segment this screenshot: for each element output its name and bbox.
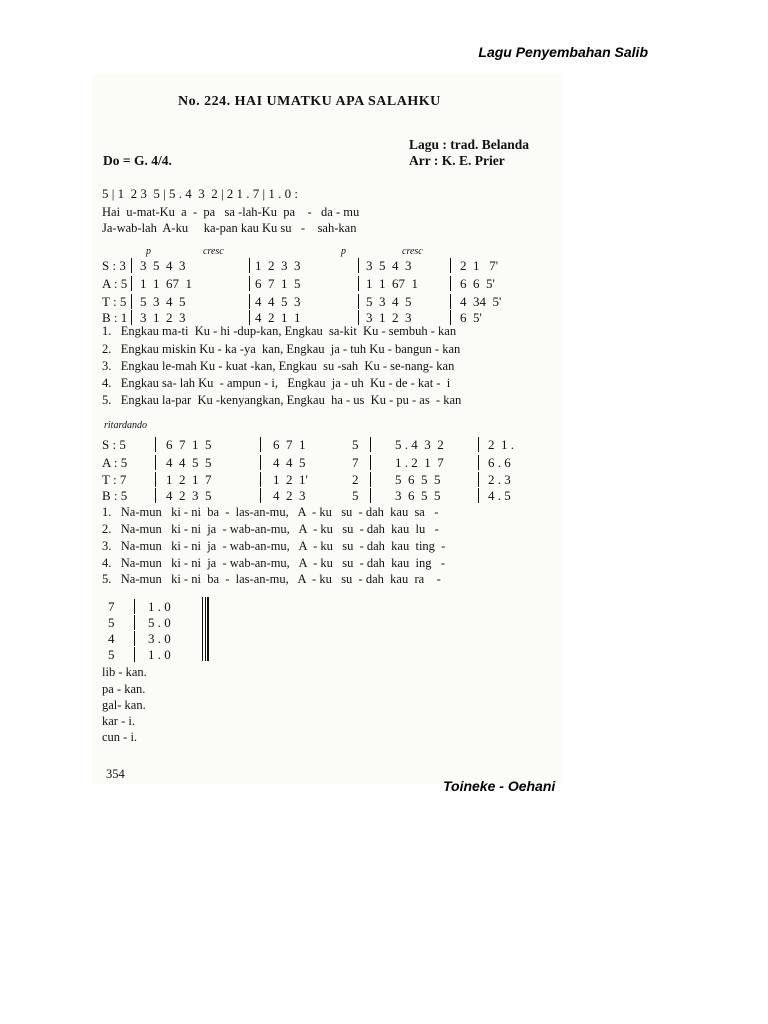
- barline: [450, 276, 451, 291]
- measure-notes: 3 6 5 5: [395, 488, 441, 503]
- barline: [358, 310, 359, 325]
- measure-notes: 3 5 4 3: [140, 258, 186, 273]
- measure-notes: 5: [352, 488, 359, 503]
- measure-notes: 3 1 2 3: [366, 310, 412, 325]
- measure-notes: 4 . 5: [488, 488, 511, 503]
- hymn-title: No. 224. HAI UMATKU APA SALAHKU: [178, 94, 441, 109]
- intro-notes-text: 5 | 1 2 3 5 | 5 . 4 3 2 | 2 1 . 7 | 1 . 0 :: [102, 186, 299, 201]
- measure-notes: 4 4 5 3: [255, 294, 301, 309]
- measure-notes: 4 2 3 5: [166, 488, 212, 503]
- barline: [134, 615, 135, 630]
- verse-line: 4. Na-mun ki - ni ja - wab-an-mu, A - ku su - dah kau ing -: [102, 556, 445, 570]
- verse-line: 3. Na-mun ki - ni ja - wab-an-mu, A - ku su - dah kau ting -: [102, 539, 446, 553]
- measure-notes: 7: [352, 455, 359, 470]
- barline: [249, 310, 250, 325]
- barline: [370, 455, 371, 470]
- verse-line: 5. Na-mun ki - ni ba - las-an-mu, A - ku su - dah kau ra -: [102, 572, 441, 586]
- measure-notes: 5: [352, 437, 359, 452]
- verse-line: 3. Engkau le-mah Ku - kuat -kan, Engkau su -sah Ku - se-nang- kan: [102, 359, 455, 373]
- verse-line: 2. Engkau miskin Ku - ka -ya kan, Engkau ja - tuh Ku - bangun - kan: [102, 342, 461, 356]
- measure-notes: 2 1 7': [460, 258, 499, 273]
- voice-row: [102, 276, 552, 293]
- hymn-scan: [92, 74, 562, 784]
- barline: [358, 258, 359, 273]
- barline: [155, 488, 156, 503]
- barline: [131, 258, 132, 273]
- measure-notes: 2 1 .: [488, 437, 514, 452]
- intro-lyric-1: Hai u-mat-Ku a - pa sa -lah-Ku pa - da - mu: [102, 205, 360, 219]
- dynamic-marking: cresc: [203, 246, 224, 257]
- barline: [131, 310, 132, 325]
- ending-notes: 1 . 0: [148, 647, 171, 662]
- barline: [478, 472, 479, 487]
- measure-notes: 5 3 4 5: [366, 294, 412, 309]
- verse-line: 1. Na-mun ki - ni ba - las-an-mu, A - ku su - dah kau sa -: [102, 505, 439, 519]
- measure-notes: 5 6 5 5: [395, 472, 441, 487]
- voice-row: [102, 455, 552, 472]
- barline: [370, 437, 371, 452]
- measure-notes: 3 5 4 3: [366, 258, 412, 273]
- ending-pickup-note: 5: [108, 647, 115, 662]
- voice-label: T : 5: [102, 294, 127, 309]
- verse-line: 5. Engkau la-par Ku -kenyangkan, Engkau ha - us Ku - pu - as - kan: [102, 393, 462, 407]
- barline: [260, 488, 261, 503]
- ending-pickup-note: 5: [108, 615, 115, 630]
- measure-notes: 6 7 1 5: [166, 437, 212, 452]
- ending-pickup-note: 7: [108, 599, 115, 614]
- barline: [370, 488, 371, 503]
- voice-row: [102, 294, 552, 311]
- barline: [249, 294, 250, 309]
- final-barline: [202, 597, 203, 661]
- measure-notes: 6 . 6: [488, 455, 511, 470]
- measure-notes: 2 . 3: [488, 472, 511, 487]
- measure-notes: 6 7 1 5: [255, 276, 301, 291]
- voice-row: [102, 488, 552, 505]
- barline: [358, 276, 359, 291]
- hymn-key: Do = G. 4/4.: [103, 153, 172, 168]
- ending-voice-row: [108, 647, 208, 664]
- ending-pickup-note: 4: [108, 631, 115, 646]
- measure-notes: 4 4 5: [273, 455, 306, 470]
- barline: [260, 437, 261, 452]
- measure-notes: 1 2 1 7: [166, 472, 212, 487]
- voice-label: S : 5: [102, 437, 126, 452]
- measure-notes: 6 7 1: [273, 437, 306, 452]
- barline: [134, 631, 135, 646]
- measure-notes: 5 3 4 5: [140, 294, 186, 309]
- measure-notes: 1 2 3 3: [255, 258, 301, 273]
- barline: [131, 294, 132, 309]
- measure-notes: 1 . 2 1 7: [395, 455, 444, 470]
- ending-lyric: lib - kan.: [102, 665, 147, 679]
- barline: [131, 276, 132, 291]
- voice-row: [102, 258, 552, 275]
- barline: [478, 488, 479, 503]
- barline: [450, 310, 451, 325]
- ending-notes: 3 . 0: [148, 631, 171, 646]
- barline: [134, 599, 135, 614]
- ending-voice-row: [108, 615, 208, 632]
- ending-voice-row: [108, 631, 208, 648]
- verse-line: 2. Na-mun ki - ni ja - wab-an-mu, A - ku su - dah kau lu -: [102, 522, 439, 536]
- intro-notes: [102, 186, 552, 203]
- measure-notes: 6 6 5': [460, 276, 495, 291]
- barline: [155, 437, 156, 452]
- voice-label: B : 1: [102, 310, 128, 325]
- intro-lyric-2: Ja-wab-lah A-ku ka-pan kau Ku su - sah-kan: [102, 221, 357, 235]
- barline: [155, 455, 156, 470]
- voice-row: [102, 437, 552, 454]
- barline: [155, 472, 156, 487]
- voice-label: A : 5: [102, 276, 128, 291]
- ending-lyric: pa - kan.: [102, 682, 146, 696]
- measure-notes: 3 1 2 3: [140, 310, 186, 325]
- measure-notes: 6 5': [460, 310, 482, 325]
- barline: [450, 258, 451, 273]
- measure-notes: 4 4 5 5: [166, 455, 212, 470]
- measure-notes: 5 . 4 3 2: [395, 437, 444, 452]
- barline: [249, 258, 250, 273]
- barline: [260, 472, 261, 487]
- barline: [478, 437, 479, 452]
- document-header: Lagu Penyembahan Salib: [478, 44, 648, 60]
- final-barline: [205, 597, 206, 661]
- measure-notes: 4 2 1 1: [255, 310, 301, 325]
- barline: [370, 472, 371, 487]
- tempo-marking: ritardando: [104, 420, 147, 431]
- voice-label: B : 5: [102, 488, 128, 503]
- final-barline: [207, 597, 209, 661]
- voice-label: S : 3: [102, 258, 126, 273]
- hymn-arranger: Arr : K. E. Prier: [409, 153, 505, 168]
- barline: [249, 276, 250, 291]
- barline: [358, 294, 359, 309]
- document-footer: Toineke - Oehani: [443, 778, 556, 794]
- barline: [478, 455, 479, 470]
- ending-lyric: cun - i.: [102, 730, 138, 744]
- measure-notes: 4 2 3: [273, 488, 306, 503]
- dynamic-marking: p: [146, 246, 151, 257]
- hymn-tune: Lagu : trad. Belanda: [409, 137, 530, 152]
- verse-line: 1. Engkau ma-ti Ku - hi -dup-kan, Engkau sa-kit Ku - sembuh - kan: [102, 324, 457, 338]
- dynamic-marking: cresc: [402, 246, 423, 257]
- ending-voice-row: [108, 599, 208, 616]
- barline: [450, 294, 451, 309]
- ending-lyric: gal- kan.: [102, 698, 146, 712]
- ending-notes: 1 . 0: [148, 599, 171, 614]
- measure-notes: 4 34 5': [460, 294, 502, 309]
- ending-notes: 5 . 0: [148, 615, 171, 630]
- voice-label: A : 5: [102, 455, 128, 470]
- measure-notes: 1 1 67 1: [366, 276, 418, 291]
- barline: [260, 455, 261, 470]
- voice-label: T : 7: [102, 472, 127, 487]
- page-number: 354: [106, 767, 125, 781]
- ending-lyric: kar - i.: [102, 714, 135, 728]
- voice-row: [102, 472, 552, 489]
- verse-line: 4. Engkau sa- lah Ku - ampun - i, Engkau ja - uh Ku - de - kat - i: [102, 376, 451, 390]
- barline: [134, 647, 135, 662]
- dynamic-marking: p: [341, 246, 346, 257]
- measure-notes: 2: [352, 472, 359, 487]
- measure-notes: 1 2 1': [273, 472, 308, 487]
- measure-notes: 1 1 67 1: [140, 276, 192, 291]
